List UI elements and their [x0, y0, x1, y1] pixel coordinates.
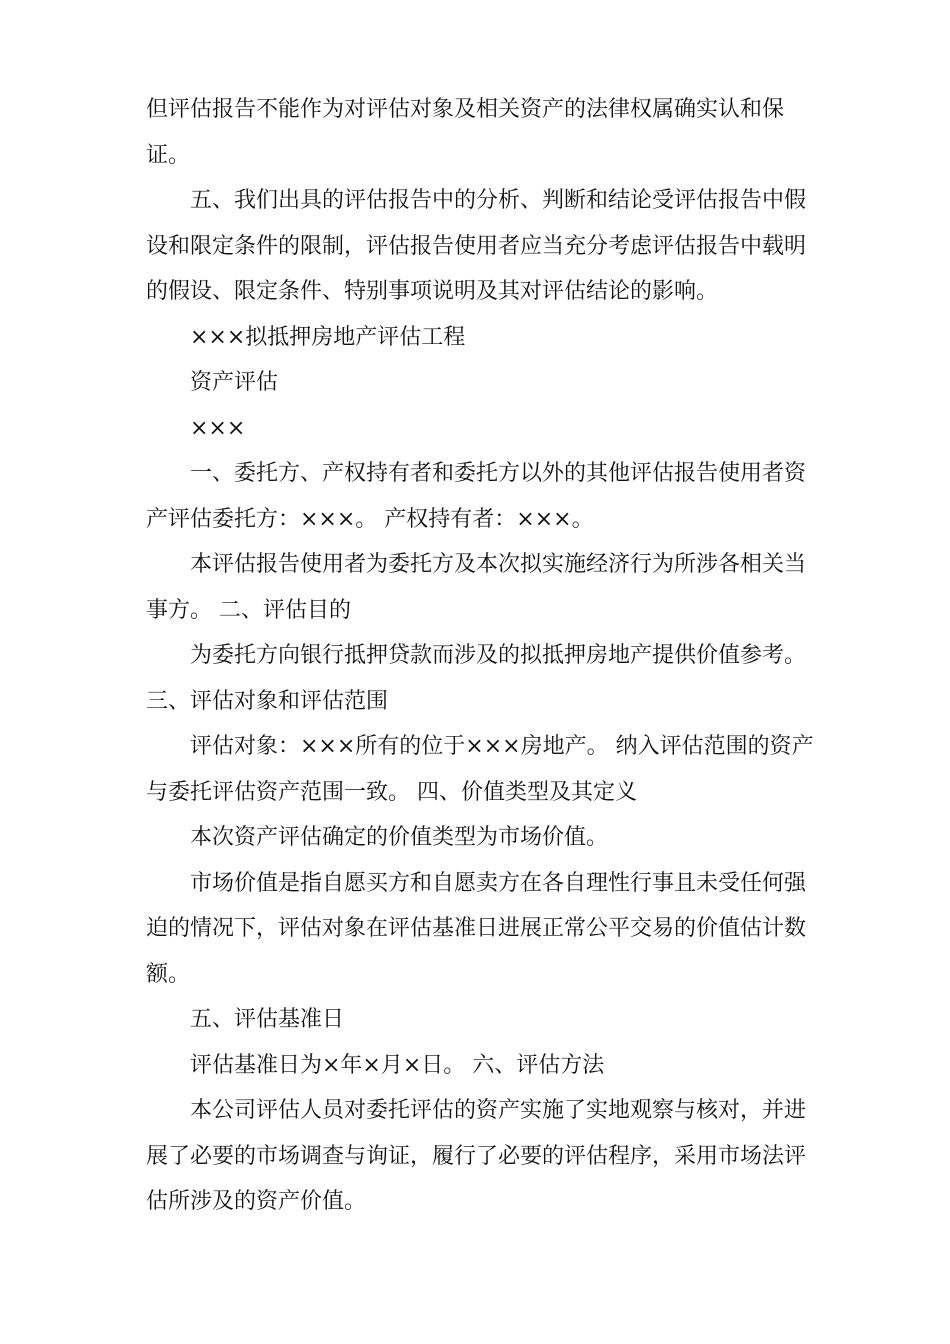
paragraph: 五、我们出具的评估报告中的分析、判断和结论受评估报告中假设和限定条件的限制，评估报告使用者应当充分考虑评估报告中载明的假设、限定条件、特别事项说明及其对评估结论的影响。	[146, 188, 807, 304]
paragraph: 市场价值是指自愿买方和自愿卖方在各自理性行事且未受任何强迫的情况下，评估对象在评估基准日进展正常公平交易的价值估计数额。	[146, 870, 807, 987]
paragraph: 本公司评估人员对委托评估的资产实施了实地观察与核对，并进展了必要的市场调查与询证，履行了必要的评估程序，采用市场法评估所涉及的资产价值。	[146, 1098, 807, 1214]
paragraph: 评估基准日为×年×月×日。 六、评估方法	[190, 1052, 605, 1078]
paragraph: 但评估报告不能作为对评估对象及相关资产的法律权属确实认和保证。	[146, 97, 785, 168]
paragraph: 评估对象：×××所有的位于×××房地产。 纳入评估范围的资产与委托评估资产范围一致。 四、价值类型及其定义	[146, 734, 814, 805]
paragraph: 一、委托方、产权持有者和委托方以外的其他评估报告使用者资产评估委托方：×××。 产权持有者：×××。	[146, 461, 807, 532]
paragraph: 本评估报告使用者为委托方及本次拟实施经济行为所涉各相关当事方。 二、评估目的	[146, 552, 807, 623]
paragraph: 为委托方向银行抵押贷款而涉及的拟抵押房地产提供价值参考。 三、评估对象和评估范围	[146, 643, 814, 714]
paragraph: 本次资产评估确定的价值类型为市场价值。	[190, 825, 609, 850]
paragraph: 五、评估基准日	[190, 1007, 345, 1032]
document-body	[146, 87, 816, 1225]
paragraph: ×××拟抵押房地产评估工程	[190, 324, 466, 350]
paragraph: 资产评估	[190, 370, 279, 395]
paragraph: ×××	[190, 415, 246, 441]
